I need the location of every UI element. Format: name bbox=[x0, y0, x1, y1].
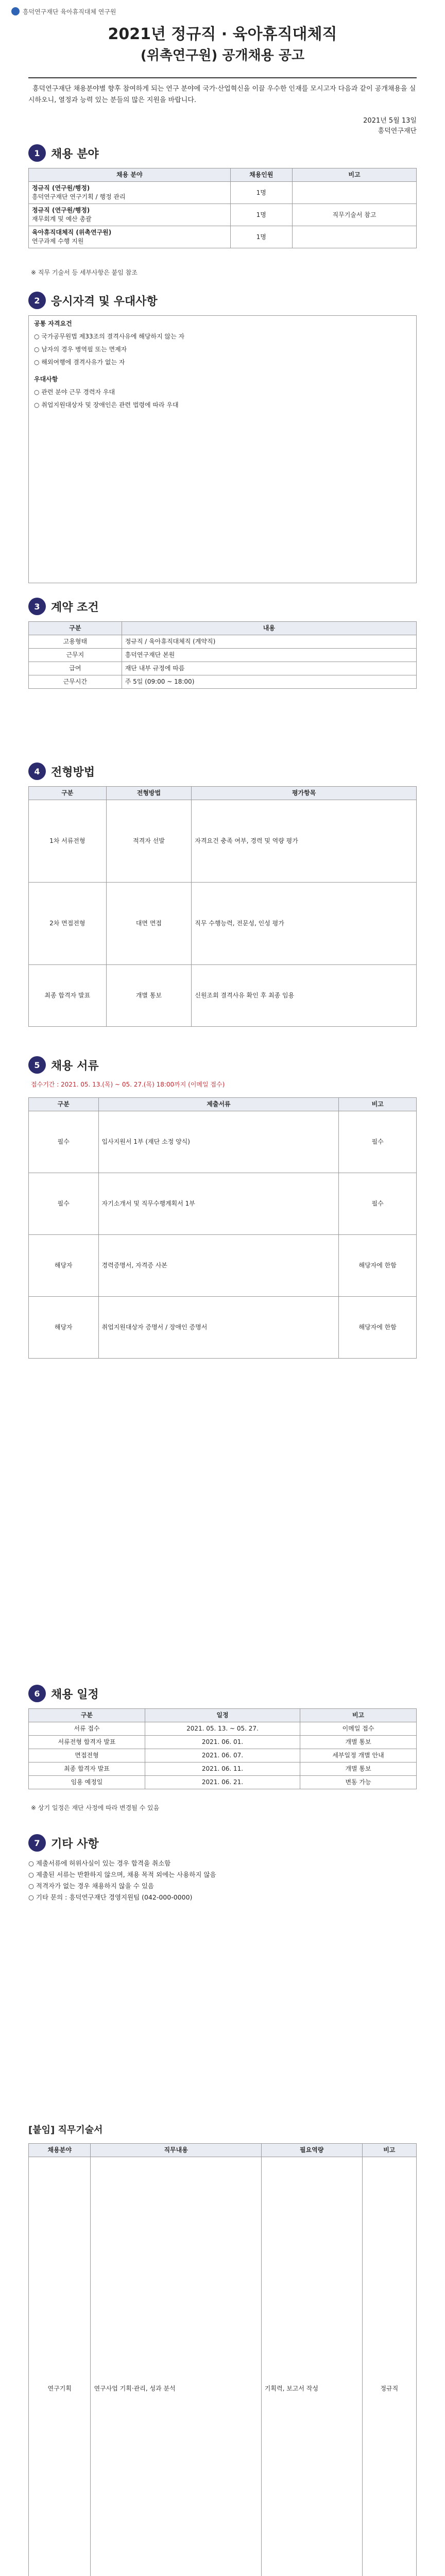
section-3-heading bbox=[28, 598, 99, 615]
notice-date bbox=[363, 116, 417, 137]
schedule-footnote: ※ 상기 일정은 재단 사정에 따라 변경될 수 있음 bbox=[31, 1804, 160, 1811]
col-header: 채용분야 bbox=[29, 2144, 91, 2157]
table-row: 급여 재단 내부 규정에 따름 bbox=[29, 662, 417, 675]
qualification-list bbox=[29, 316, 416, 416]
contract-table bbox=[28, 621, 417, 689]
etc-list bbox=[28, 1858, 417, 1903]
table-cell: 1명 bbox=[230, 226, 292, 248]
section-5-heading bbox=[28, 1056, 99, 1074]
table-row: 근무지 흥덕연구재단 본원 bbox=[29, 649, 417, 662]
col-header: 내용 bbox=[122, 622, 416, 635]
section-6-heading bbox=[28, 1685, 99, 1702]
appendix-heading bbox=[28, 2123, 102, 2136]
table-row: 연구기획 연구사업 기획·관리, 성과 분석 기획력, 보고서 작성 정규직 bbox=[29, 2157, 417, 2576]
section-2-heading bbox=[28, 292, 158, 309]
table-cell: 직무기술서 참고 bbox=[293, 204, 417, 226]
appendix-table bbox=[28, 2143, 417, 2576]
table-row bbox=[29, 204, 417, 226]
table-row: 해당자 취업지원대상자 증명서 / 장애인 증명서 해당자에 한함 bbox=[29, 1297, 417, 1359]
table-cell: 정규직 (연구원/행정) 흥덕연구재단 연구기획 / 행정 관리 bbox=[29, 182, 231, 204]
table-row: 필수 입사지원서 1부 (재단 소정 양식) 필수 bbox=[29, 1111, 417, 1173]
recruit-footnote: ※ 직무 기술서 등 세부사항은 붙임 참조 bbox=[31, 269, 138, 276]
org-header bbox=[11, 6, 116, 16]
col-header: 구분 bbox=[29, 622, 122, 635]
date-text: 2021년 5월 13일 bbox=[363, 117, 417, 125]
table-cell: 1명 bbox=[230, 182, 292, 204]
col-header: 구분 bbox=[29, 1709, 145, 1722]
section-number: 7 bbox=[28, 1834, 46, 1852]
section-label: 전형방법 bbox=[51, 766, 95, 779]
list-item: ○ 남자의 경우 병역필 또는 면제자 bbox=[34, 346, 127, 353]
divider bbox=[28, 77, 417, 78]
section-label: 채용 서류 bbox=[51, 1059, 99, 1073]
org-name: 흥덕연구재단 육아휴직대체 연구원 bbox=[23, 8, 116, 15]
table-cell bbox=[293, 182, 417, 204]
col-header: 제출서류 bbox=[98, 1098, 339, 1111]
table-cell: 1명 bbox=[230, 204, 292, 226]
list-item: ○ 해외여행에 결격사유가 없는 자 bbox=[34, 359, 125, 366]
section-1-heading bbox=[28, 144, 99, 162]
pref-title: 우대사항 bbox=[34, 376, 58, 383]
section-4-heading bbox=[28, 762, 95, 780]
section-number: 2 bbox=[28, 292, 46, 309]
table-row: 해당자 경력증명서, 자격증 사본 해당자에 한함 bbox=[29, 1235, 417, 1297]
table-row: 서류전형 합격자 발표 2021. 06. 01. 개별 통보 bbox=[29, 1736, 417, 1749]
schedule-table bbox=[28, 1708, 417, 1789]
section-label: 계약 조건 bbox=[51, 601, 99, 614]
table-row: 근무시간 주 5일 (09:00 ~ 18:00) bbox=[29, 675, 417, 689]
recruit-table bbox=[28, 168, 417, 248]
list-item: ○ 제출서류에 허위사실이 있는 경우 합격을 취소함 bbox=[28, 1859, 171, 1867]
org-logo-icon bbox=[11, 7, 20, 15]
qual-title: 공통 자격요건 bbox=[34, 320, 72, 327]
issuer-text: 흥덕연구재단 bbox=[378, 127, 417, 135]
section-number: 1 bbox=[28, 144, 46, 162]
col-header: 채용 분야 bbox=[29, 168, 231, 182]
section-label: 기타 사항 bbox=[51, 1837, 99, 1851]
appendix-title: [붙임] 직무기술서 bbox=[28, 2125, 103, 2136]
table-cell bbox=[293, 226, 417, 248]
table-row: 2차 면접전형 대면 면접 직무 수행능력, 전문성, 인성 평가 bbox=[29, 883, 417, 965]
section-label: 채용 분야 bbox=[51, 147, 99, 161]
col-header: 평가항목 bbox=[192, 787, 417, 800]
col-header: 직무내용 bbox=[91, 2144, 261, 2157]
table-row: 1차 서류전형 적격자 선발 자격요건 충족 여부, 경력 및 역량 평가 bbox=[29, 800, 417, 883]
table-cell: 정규직 (연구원/행정) 재무회계 및 예산 총괄 bbox=[29, 204, 231, 226]
main-title: 2021년 정규직 · 육아휴직대체직 bbox=[108, 25, 337, 43]
intro-text: 흥덕연구재단 채용분야별 향후 참여하게 되는 연구 분야에 국가·산업혁신을 이끌 우수한 인재를 모시고자 다음과 같이 공개채용을 실시하오니, 열정과 능력 있는 분들의 많은 지원을 바랍니다. bbox=[28, 85, 416, 104]
section-number: 4 bbox=[28, 762, 46, 780]
table-cell: 육아휴직대체직 (위촉연구원) 연구과제 수행 지원 bbox=[29, 226, 231, 248]
table-row: 필수 자기소개서 및 직무수행계획서 1부 필수 bbox=[29, 1173, 417, 1235]
table-row: 최종 합격자 발표 2021. 06. 11. 개별 통보 bbox=[29, 1762, 417, 1776]
section-number: 5 bbox=[28, 1056, 46, 1074]
documents-table bbox=[28, 1097, 417, 1359]
section-number: 6 bbox=[28, 1685, 46, 1702]
table-row bbox=[29, 182, 417, 204]
col-header: 구분 bbox=[29, 787, 107, 800]
list-item: ○ 국가공무원법 제33조의 결격사유에 해당하지 않는 자 bbox=[34, 333, 185, 340]
col-header: 일정 bbox=[145, 1709, 300, 1722]
col-header: 구분 bbox=[29, 1098, 99, 1111]
col-header: 비고 bbox=[362, 2144, 416, 2157]
col-header: 필요역량 bbox=[261, 2144, 362, 2157]
list-item: ○ 취업지원대상자 및 장애인은 관련 법령에 따라 우대 bbox=[34, 401, 179, 409]
col-header: 비고 bbox=[339, 1098, 417, 1111]
list-item: ○ 제출된 서류는 반환하지 않으며, 채용 목적 외에는 사용하지 않음 bbox=[28, 1871, 216, 1878]
section-7-heading bbox=[28, 1834, 99, 1852]
col-header: 전형방법 bbox=[106, 787, 192, 800]
sub-title: (위촉연구원) 공개채용 공고 bbox=[140, 48, 305, 63]
table-row: 임용 예정일 2021. 06. 21. 변동 가능 bbox=[29, 1776, 417, 1789]
table-row: 고용형태 정규직 / 육아휴직대체직 (계약직) bbox=[29, 635, 417, 649]
list-item: ○ 적격자가 없는 경우 채용하지 않을 수 있음 bbox=[28, 1882, 155, 1890]
list-item: ○ 기타 문의 : 흥덕연구재단 경영지원팀 (042-000-0000) bbox=[28, 1893, 193, 1901]
section-label: 채용 일정 bbox=[51, 1688, 99, 1701]
col-header: 비고 bbox=[293, 168, 417, 182]
list-item: ○ 관련 분야 근무 경력자 우대 bbox=[34, 388, 115, 396]
table-row: 면접전형 2021. 06. 07. 세부일정 개별 안내 bbox=[29, 1749, 417, 1762]
section-number: 3 bbox=[28, 598, 46, 615]
table-row bbox=[29, 226, 417, 248]
table-row: 서류 접수 2021. 05. 13. ~ 05. 27. 이메일 접수 bbox=[29, 1722, 417, 1736]
submit-note: 접수기간 : 2021. 05. 13.(목) ~ 05. 27.(목) 18:00까지 (이메일 접수) bbox=[31, 1081, 225, 1088]
screening-table bbox=[28, 786, 417, 1027]
section-label: 응시자격 및 우대사항 bbox=[51, 295, 158, 308]
col-header: 채용인원 bbox=[230, 168, 292, 182]
notice-title bbox=[0, 24, 445, 66]
qualification-box bbox=[28, 315, 417, 583]
table-row: 최종 합격자 발표 개별 통보 신원조회 결격사유 확인 후 최종 임용 bbox=[29, 965, 417, 1027]
col-header: 비고 bbox=[300, 1709, 417, 1722]
